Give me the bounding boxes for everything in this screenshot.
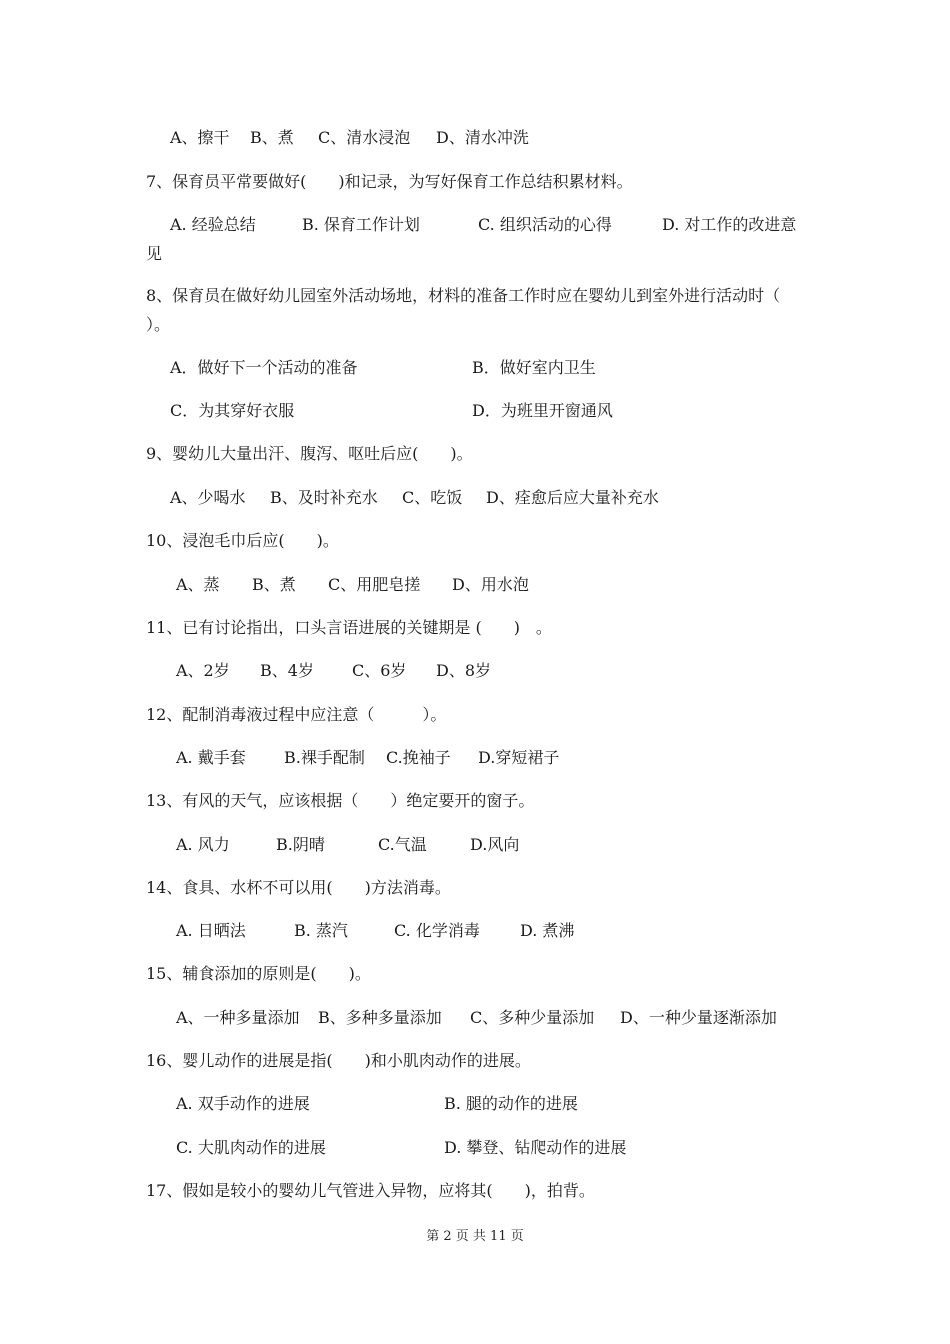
option-a: A、擦干 — [170, 128, 230, 147]
option-d-continued: 见 — [146, 244, 163, 263]
question-13: 13、有风的天气，应该根据（ ）绝定要开的窗子。 — [146, 791, 535, 810]
option-c: C、用肥皂搓 — [328, 575, 421, 594]
option-a: A、一种多量添加 — [176, 1008, 300, 1027]
question-14: 14、食具、水杯不可以用( )方法消毒。 — [146, 878, 451, 897]
option-a: A、蒸 — [176, 575, 220, 594]
option-d: D、一种少量逐渐添加 — [620, 1008, 777, 1027]
option-c: C.挽袖子 — [386, 748, 451, 767]
option-d: D、8岁 — [436, 661, 492, 680]
option-a: A．做好下一个活动的准备 — [170, 358, 358, 377]
option-b: B. 蒸汽 — [294, 921, 348, 940]
option-d: D、清水冲洗 — [436, 128, 529, 147]
option-b: B．做好室内卫生 — [472, 358, 596, 377]
question-8: 8、保育员在做好幼儿园室外活动场地，材料的准备工作时应在婴幼儿到室外进行活动时（ — [146, 286, 781, 305]
question-11: 11、已有讨论指出，口头言语进展的关键期是 ( ) 。 — [146, 618, 552, 637]
option-b: B、及时补充水 — [270, 488, 378, 507]
option-a: A. 戴手套 — [176, 748, 246, 767]
question-15: 15、辅食添加的原则是( )。 — [146, 964, 371, 983]
option-a: A、2岁 — [176, 661, 230, 680]
option-d: D.穿短裙子 — [478, 748, 560, 767]
option-d: D. 攀登、钻爬动作的进展 — [444, 1138, 627, 1157]
option-b: B. 保育工作计划 — [302, 215, 420, 234]
question-7: 7、保育员平常要做好( )和记录，为写好保育工作总结积累材料。 — [146, 172, 633, 191]
option-b: B.裸手配制 — [284, 748, 365, 767]
option-d: D、痊愈后应大量补充水 — [486, 488, 659, 507]
option-c: C．为其穿好衣服 — [170, 401, 295, 420]
option-c: C、6岁 — [352, 661, 407, 680]
option-c: C. 化学消毒 — [394, 921, 480, 940]
option-a: A. 双手动作的进展 — [176, 1094, 310, 1113]
question-8-continued: ）。 — [146, 315, 171, 334]
option-b: B. 腿的动作的进展 — [444, 1094, 578, 1113]
option-c: C、多种少量添加 — [470, 1008, 595, 1027]
option-a: A. 经验总结 — [170, 215, 256, 234]
option-a: A. 日晒法 — [176, 921, 246, 940]
option-c: C. 大肌肉动作的进展 — [176, 1138, 326, 1157]
question-9: 9、婴幼儿大量出汗、腹泻、呕吐后应( )。 — [146, 444, 473, 463]
option-d: D. 煮沸 — [520, 921, 575, 940]
question-10: 10、浸泡毛巾后应( )。 — [146, 531, 339, 550]
option-b: B、煮 — [252, 575, 296, 594]
option-b: B、4岁 — [260, 661, 314, 680]
option-a: A. 风力 — [176, 835, 230, 854]
option-d: D、用水泡 — [452, 575, 529, 594]
option-d: D. 对工作的改进意 — [662, 215, 797, 234]
option-b: B.阴晴 — [276, 835, 325, 854]
question-12: 12、配制消毒液过程中应注意（ ）。 — [146, 705, 447, 724]
option-a: A、少喝水 — [170, 488, 246, 507]
option-d: D.风向 — [470, 835, 520, 854]
option-c: C.气温 — [378, 835, 427, 854]
question-16: 16、婴儿动作的进展是指( )和小肌肉动作的进展。 — [146, 1051, 531, 1070]
question-17: 17、假如是较小的婴幼儿气管进入异物，应将其( )，拍背。 — [146, 1181, 595, 1200]
option-c: C、清水浸泡 — [318, 128, 411, 147]
option-b: B、煮 — [250, 128, 294, 147]
option-b: B、多种多量添加 — [318, 1008, 442, 1027]
option-d: D．为班里开窗通风 — [472, 401, 613, 420]
option-c: C. 组织活动的心得 — [478, 215, 612, 234]
page-number-footer: 第 2 页 共 11 页 — [426, 1229, 524, 1244]
option-c: C、吃饭 — [402, 488, 463, 507]
